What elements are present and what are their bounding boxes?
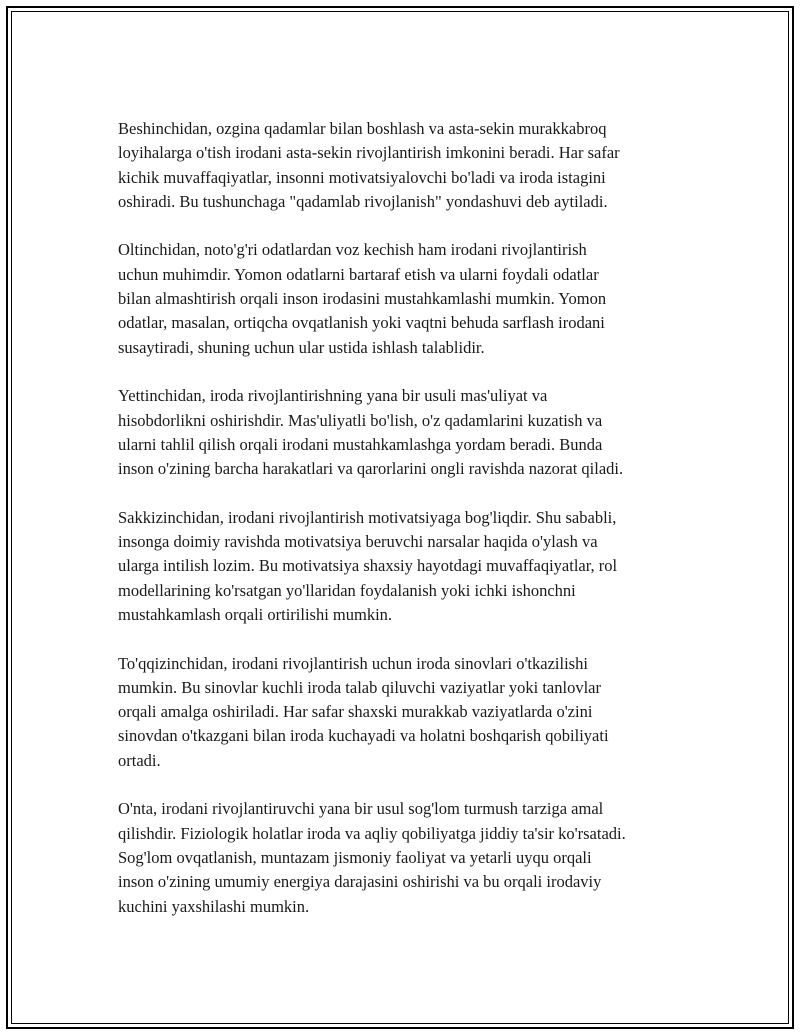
text-line: kuchini yaxshilashi mumkin. xyxy=(118,896,310,916)
text-line: ularni tahlil qilish orqali irodani mustahkamlashga yordam beradi. Bunda xyxy=(118,434,603,454)
text-line: modellarining ko'rsatgan yo'llaridan foydalanish yoki ichki ishonchni xyxy=(118,580,576,600)
text-line: orqali amalga oshiriladi. Har safar shaxski murakkab vaziyatlarda o'zini xyxy=(118,702,593,722)
text-line: inson o'zining barcha harakatlari va qarorlarini ongli ravishda nazorat qiladi. xyxy=(118,459,624,479)
text-line: Beshinchidan, ozgina qadamlar bilan boshlash va asta-sekin murakkabroq xyxy=(118,119,607,138)
text-line: qilishdir. Fiziologik holatlar iroda va aqliy qobiliyatga jiddiy ta'sir ko'rsatadi. xyxy=(118,823,626,843)
paragraph-tenth xyxy=(118,797,693,918)
paragraph-fifth xyxy=(118,117,693,214)
document-body xyxy=(118,117,693,943)
text-line: Yettinchidan, iroda rivojlantirishning yana bir usuli mas'uliyat va xyxy=(118,386,548,406)
text-line: Sog'lom ovqatlanish, muntazam jismoniy faoliyat va yetarli uyqu orqali xyxy=(118,847,592,867)
text-line: inson o'zining umumiy energiya darajasini oshirishi va bu orqali irodaviy xyxy=(118,872,602,892)
text-line: Oltinchidan, noto'g'ri odatlardan voz kechish ham irodani rivojlantirish xyxy=(118,240,587,260)
paragraph-ninth xyxy=(118,652,693,773)
text-line: sinovdan o'tkazgani bilan iroda kuchayadi va holatni boshqarish qobiliyati xyxy=(118,726,609,746)
text-line: ularga intilish lozim. Bu motivatsiya shaxsiy hayotdagi muvaffaqiyatlar, rol xyxy=(118,556,618,576)
text-line: mumkin. Bu sinovlar kuchli iroda talab qiluvchi vaziyatlar yoki tanlovlar xyxy=(118,677,601,697)
text-line: uchun muhimdir. Yomon odatlarni bartaraf etish va ularni foydali odatlar xyxy=(118,264,599,284)
paragraph-seventh xyxy=(118,384,693,481)
text-line: susaytiradi, shuning uchun ular ustida ishlash talablidir. xyxy=(118,337,485,357)
text-line: ortadi. xyxy=(118,750,161,770)
text-line: hisobdorlikni oshirishdir. Mas'uliyatli bo'lish, o'z qadamlarini kuzatish va xyxy=(118,410,603,430)
text-line: oshiradi. Bu tushunchaga "qadamlab rivojlanish" yondashuvi deb aytiladi. xyxy=(118,191,608,211)
text-line: insonga doimiy ravishda motivatsiya beruvchi narsalar haqida o'ylash va xyxy=(118,532,598,552)
text-line: loyihalarga o'tish irodani asta-sekin rivojlantirish imkonini beradi. Har safar xyxy=(118,143,620,163)
text-line: kichik muvaffaqiyatlar, insonni motivatsiyalovchi bo'ladi va iroda istagini xyxy=(118,167,606,187)
text-line: O'nta, irodani rivojlantiruvchi yana bir usul sog'lom turmush tarziga amal xyxy=(118,799,604,819)
paragraph-sixth xyxy=(118,238,693,359)
text-line: mustahkamlash orqali ortirilishi mumkin. xyxy=(118,604,393,624)
text-line: To'qqizinchidan, irodani rivojlantirish uchun iroda sinovlari o'tkazilishi xyxy=(118,653,588,673)
text-line: odatlar, masalan, ortiqcha ovqatlanish yoki vaqtni behuda sarflash irodani xyxy=(118,313,605,333)
text-line: bilan almashtirish orqali inson irodasini mustahkamlashi mumkin. Yomon xyxy=(118,289,607,309)
text-line: Sakkizinchidan, irodani rivojlantirish motivatsiyaga bog'liqdir. Shu sababli, xyxy=(118,507,617,527)
paragraph-eighth xyxy=(118,506,693,627)
